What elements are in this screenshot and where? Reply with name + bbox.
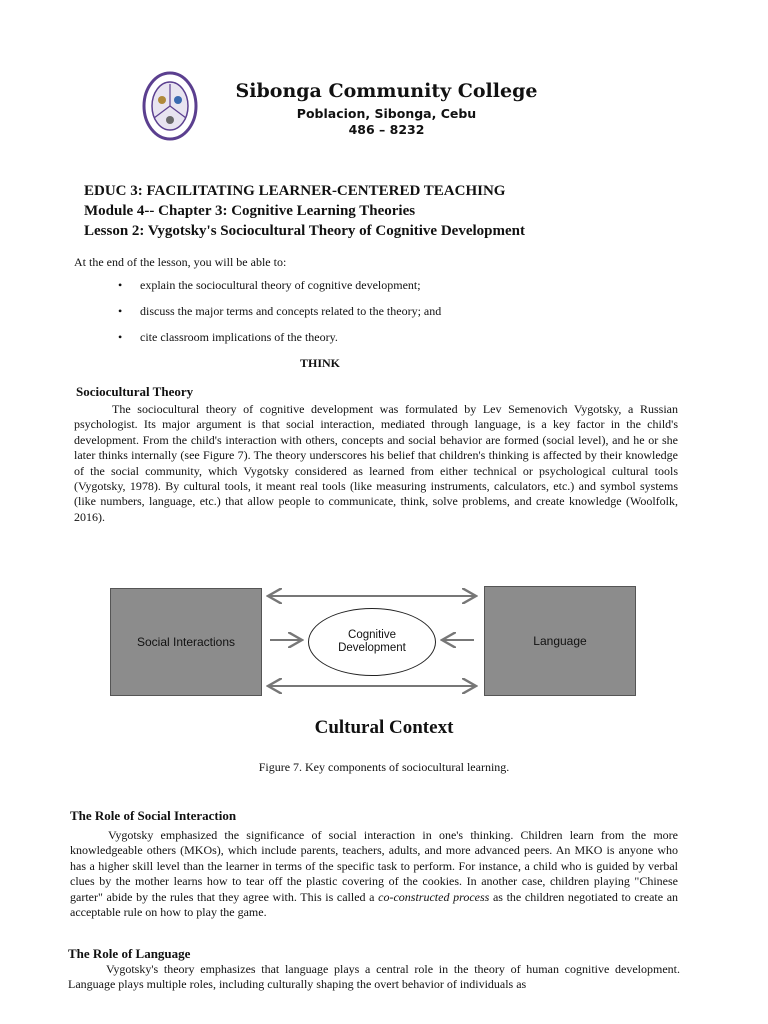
paragraph-social-interaction: [70, 828, 678, 920]
module-title: Module 4-- Chapter 3: Cognitive Learning Theories: [84, 203, 416, 219]
italic-term: co-constructed process: [378, 889, 490, 904]
box-language: Language: [484, 586, 636, 696]
college-address: [234, 106, 539, 138]
section-heading-language: The Role of Language: [68, 946, 191, 961]
objective-item: • cite classroom implications of the theory.: [118, 331, 441, 344]
objectives-list: [118, 279, 441, 357]
college-seal-logo: [142, 70, 198, 142]
paragraph-language: [68, 962, 680, 993]
paragraph-text: as the children negotiated to create an acceptable rule on how to play the game.: [70, 889, 679, 920]
lesson-title: Lesson 2: Vygotsky's Sociocultural Theory of Cognitive Development: [84, 223, 525, 239]
paragraph-text: Vygotsky's theory emphasizes that language plays a central role in the theory of human cognitive development. Language plays multiple roles, including culturally shaping the overt behavior of individuals as: [68, 962, 680, 992]
course-title: EDUC 3: FACILITATING LEARNER-CENTERED TEACHING: [84, 183, 506, 199]
cultural-context-label: Cultural Context: [314, 717, 454, 738]
lesson-titles: [84, 181, 744, 241]
ellipse-cognitive-development: [308, 608, 436, 676]
address-line-1: Poblacion, Sibonga, Cebu: [296, 106, 477, 121]
paragraph-text: The sociocultural theory of cognitive development was formulated by Lev Semenovich Vygotsky, a Russian psychologist. Its major argument is that social interaction, mediated through language, is a key factor in the child's development. From the child's interaction with others, concepts and social behavior are formed (social level), and he or she later thinks internally (see Figure 7). The theory underscores his belief that children's thinking is affected by their knowledge of the social community, which Vygotsky considered as learned from either technical or psychological cultural tools (Vygotsky, 1978). By cultural tools, it meant real tools (like measuring instruments, calculators, etc.) and symbol systems (like numbers, language, etc.) that allow people to communicate, think, solve problems, and create knowledge (Woolfolk, 2016).: [74, 402, 678, 524]
think-label: THINK: [299, 356, 340, 370]
paragraph-text: Vygotsky emphasized the significance of social interaction in one's thinking. Children learn from the more knowledgeable others (MKOs), which include parents, teachers, adults, and more advanced peers. An MKO is anyone who has a higher skill level than the learner in terms of the specific task to perform. For instance, a child who is guided by verbal clues by the mother learns how to tear off the plastic covering of the cookies. In another case, children playing "Chinese garter" abide by the rules that they agree with. This is called a: [70, 828, 678, 904]
address-line-2: 486 – 8232: [348, 122, 425, 137]
college-name: Sibonga Community College: [235, 80, 538, 102]
section-heading-social-interaction: The Role of Social Interaction: [70, 808, 237, 823]
objective-item: • explain the sociocultural theory of cognitive development;: [118, 279, 441, 292]
figure-caption: Figure 7. Key components of sociocultural learning.: [258, 760, 510, 774]
objective-item: • discuss the major terms and concepts related to the theory; and: [118, 305, 441, 318]
objectives-intro: At the end of the lesson, you will be able to:: [74, 255, 287, 269]
figure-sociocultural-components: [64, 580, 704, 750]
ellipse-label: Cognitive Development: [338, 629, 406, 654]
box-social-interactions: Social Interactions: [110, 588, 262, 696]
section-heading-sociocultural: Sociocultural Theory: [76, 384, 194, 399]
paragraph-sociocultural: [74, 402, 678, 525]
